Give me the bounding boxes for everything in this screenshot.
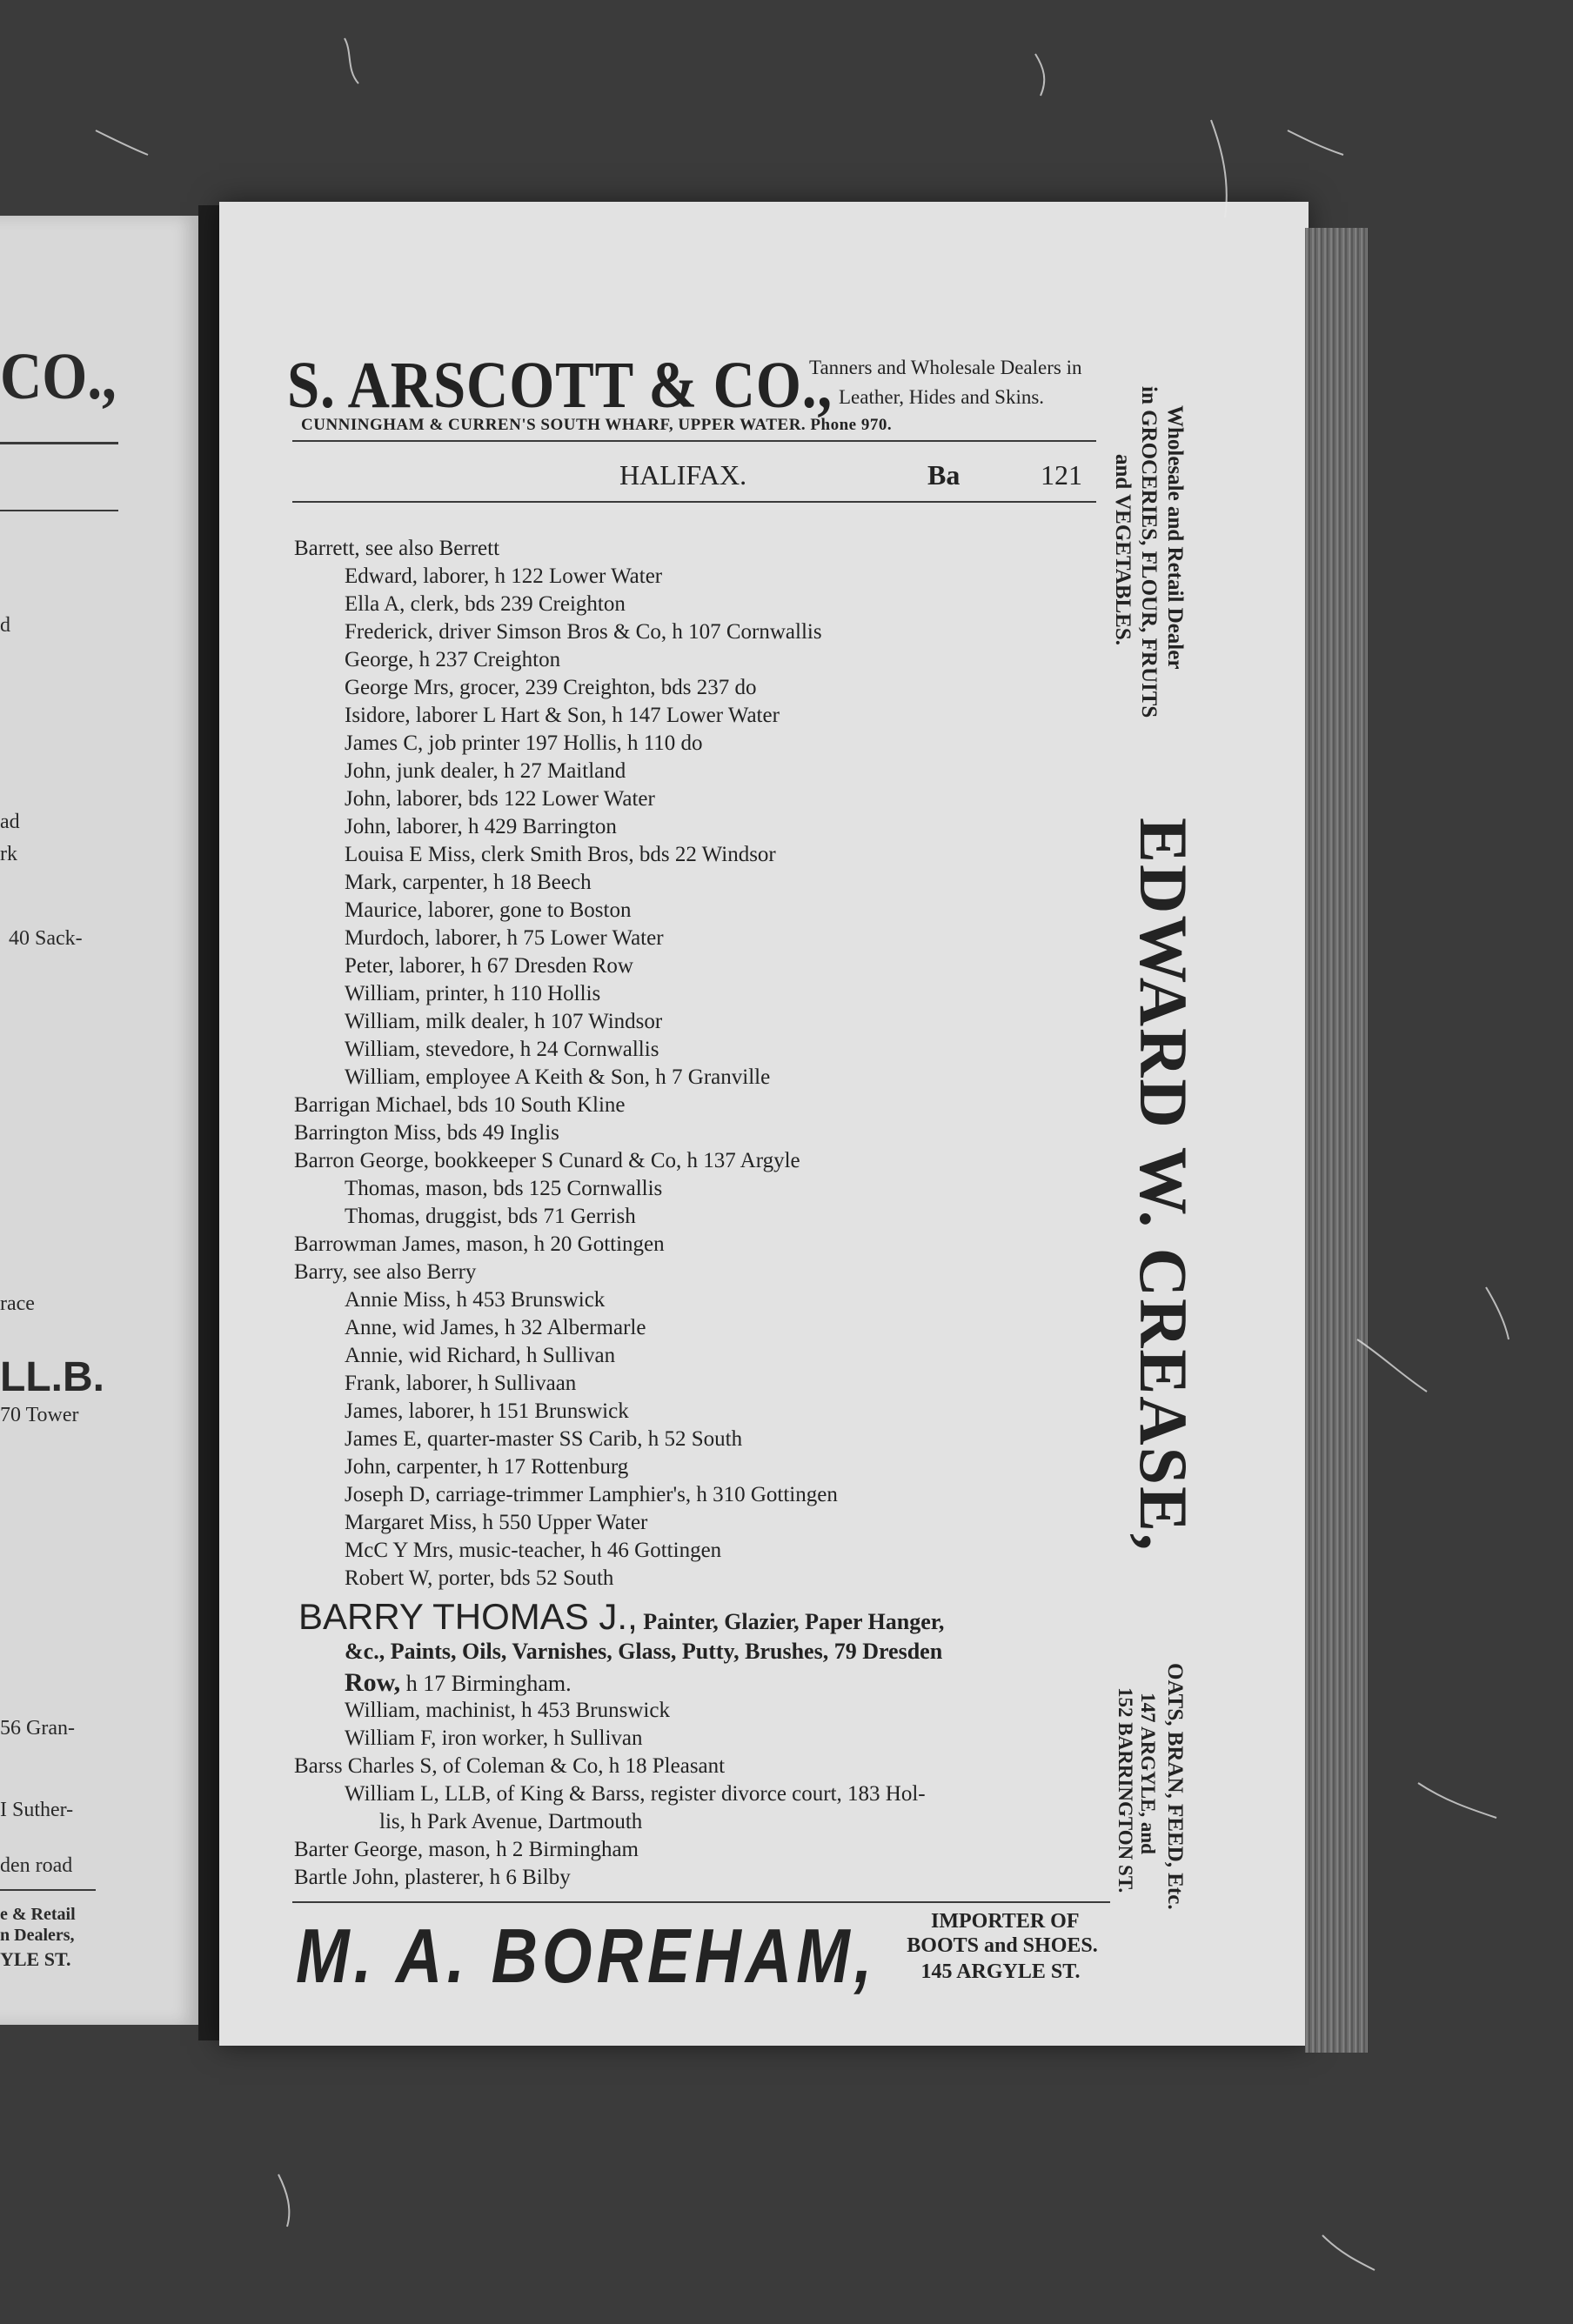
left-fragment: YLE ST. — [0, 1948, 71, 1970]
scratch-mark — [345, 38, 358, 83]
side-ad-desc: and VEGETABLES. — [1111, 454, 1135, 646]
directory-entry: lis, h Park Avenue, Dartmouth — [379, 1810, 643, 1833]
left-fragment: ad — [0, 811, 20, 833]
directory-entry: Barron George, bookkeeper S Cunard & Co, h 137 Argyle — [294, 1149, 800, 1172]
directory-entry: Barter George, mason, h 2 Birmingham — [294, 1838, 639, 1861]
directory-entry: Maurice, laborer, gone to Boston — [345, 898, 632, 922]
side-ad-name: EDWARD W. CREASE, — [1126, 818, 1202, 1553]
directory-entry: Anne, wid James, h 32 Albermarle — [345, 1316, 646, 1339]
directory-entry: Margaret Miss, h 550 Upper Water — [345, 1511, 648, 1534]
directory-entry: Mark, carpenter, h 18 Beech — [345, 871, 592, 894]
left-fragment: 56 Gran- — [0, 1717, 75, 1740]
directory-entry: John, laborer, bds 122 Lower Water — [345, 787, 655, 811]
directory-entry: Annie, wid Richard, h Sullivan — [345, 1344, 616, 1367]
footer-ad-desc: BOOTS and SHOES. — [907, 1934, 1098, 1957]
directory-entry: Bartle John, plasterer, h 6 Bilby — [294, 1866, 571, 1889]
scratch-mark — [1486, 1287, 1509, 1339]
directory-entry: Barrigan Michael, bds 10 South Kline — [294, 1093, 626, 1117]
left-fragment: LL.B. — [0, 1354, 104, 1400]
scratch-mark — [1322, 2235, 1375, 2270]
directory-entry: Barrington Miss, bds 49 Inglis — [294, 1121, 559, 1145]
directory-entry: Frank, laborer, h Sullivaan — [345, 1372, 577, 1395]
barry-ad-name: BARRY THOMAS J., — [298, 1596, 638, 1637]
scratch-mark — [1035, 54, 1044, 96]
directory-entry: James C, job printer 197 Hollis, h 110 do — [345, 731, 703, 755]
side-ad-desc: Wholesale and Retail Dealer — [1163, 405, 1187, 670]
left-fragment: den road — [0, 1854, 73, 1877]
directory-entry: William, stevedore, h 24 Cornwallis — [345, 1038, 659, 1061]
scratch-mark — [1288, 130, 1343, 155]
directory-entry: Peter, laborer, h 67 Dresden Row — [345, 954, 633, 978]
directory-entry: McC Y Mrs, music-teacher, h 46 Gottingen — [345, 1539, 722, 1562]
left-fragment: d — [0, 614, 10, 637]
side-ad-address: 152 BARRINGTON ST. — [1114, 1687, 1136, 1893]
scratch-mark — [278, 2174, 289, 2227]
directory-entry: William F, iron worker, h Sullivan — [345, 1726, 643, 1750]
directory-entry: William, printer, h 110 Hollis — [345, 982, 601, 1005]
footer-ad-name: M. A. BOREHAM, — [296, 1913, 877, 1999]
header-ad-name: S. ARSCOTT & CO., — [287, 349, 833, 422]
running-head-section: Ba — [927, 459, 961, 491]
directory-entry: Louisa E Miss, clerk Smith Bros, bds 22 Windsor — [345, 843, 776, 866]
left-fragment: 70 Tower — [0, 1404, 79, 1426]
left-fragment: 40 Sack- — [9, 927, 83, 950]
directory-entry: William, employee A Keith & Son, h 7 Granville — [345, 1065, 771, 1089]
barry-ad-trade: Painter, Glazier, Paper Hanger, — [643, 1609, 945, 1634]
directory-entry: George Mrs, grocer, 239 Creighton, bds 237 do — [345, 676, 757, 699]
footer-ad-address: 145 ARGYLE ST. — [920, 1960, 1081, 1983]
directory-entry: Thomas, druggist, bds 71 Gerrish — [345, 1205, 636, 1228]
running-head-city: HALIFAX. — [619, 459, 747, 491]
side-ad-address: 147 ARGYLE, and — [1137, 1693, 1159, 1854]
header-ad-desc: Tanners and Wholesale Dealers in — [809, 357, 1082, 378]
left-fragment: CO., — [0, 340, 117, 413]
directory-entry: Robert W, porter, bds 52 South — [345, 1566, 614, 1590]
scratch-mark — [1418, 1783, 1496, 1818]
scratch-mark — [1211, 120, 1227, 217]
directory-entry: George, h 237 Creighton — [345, 648, 561, 671]
directory-entry: John, laborer, h 429 Barrington — [345, 815, 617, 838]
side-ad-products: OATS, BRAN, FEED, Etc. — [1163, 1663, 1187, 1910]
directory-entry: Annie Miss, h 453 Brunswick — [345, 1288, 606, 1312]
directory-entry: Barry, see also Berry — [294, 1260, 477, 1284]
directory-entry: Joseph D, carriage-trimmer Lamphier's, h 310 Gottingen — [345, 1483, 838, 1506]
directory-entry: Barss Charles S, of Coleman & Co, h 18 Pleasant — [294, 1754, 726, 1778]
footer-ad-desc: IMPORTER OF — [931, 1910, 1080, 1933]
barry-ad-row: Row, — [345, 1668, 401, 1697]
left-fragment: e & Retail — [0, 1905, 76, 1924]
scratch-mark — [1357, 1339, 1427, 1392]
header-ad-address: CUNNINGHAM & CURREN'S SOUTH WHARF, UPPER WATER. Phone 970. — [301, 416, 893, 434]
side-ad-desc: in GROCERIES, FLOUR, FRUITS — [1137, 386, 1161, 718]
directory-entry: Edward, laborer, h 122 Lower Water — [345, 564, 663, 588]
directory-entry: Ella A, clerk, bds 239 Creighton — [345, 592, 626, 616]
directory-entry: James E, quarter-master SS Carib, h 52 South — [345, 1427, 743, 1451]
left-fragment: n Dealers, — [0, 1926, 75, 1945]
directory-entry: Frederick, driver Simson Bros & Co, h 107 Cornwallis — [345, 620, 822, 644]
directory-entry: Isidore, laborer L Hart & Son, h 147 Lower Water — [345, 704, 780, 727]
directory-entry: Murdoch, laborer, h 75 Lower Water — [345, 926, 664, 950]
page-number: 121 — [1041, 459, 1082, 491]
left-fragment: race — [0, 1292, 35, 1315]
barry-ad-line2: &c., Paints, Oils, Varnishes, Glass, Putty, Brushes, 79 Dresden — [345, 1639, 943, 1664]
directory-entry: Thomas, mason, bds 125 Cornwallis — [345, 1177, 663, 1200]
left-fragment: rk — [0, 843, 17, 865]
directory-entry: Barrett, see also Berrett — [294, 537, 500, 560]
barry-ad-home: h 17 Birmingham. — [405, 1671, 572, 1696]
scratch-mark — [96, 130, 148, 155]
directory-entry: Barrowman James, mason, h 20 Gottingen — [294, 1232, 665, 1256]
directory-entry: John, junk dealer, h 27 Maitland — [345, 759, 626, 783]
directory-entry: John, carpenter, h 17 Rottenburg — [345, 1455, 629, 1479]
directory-entry: William L, LLB, of King & Barss, register divorce court, 183 Hol- — [345, 1782, 926, 1806]
directory-entry: William, machinist, h 453 Brunswick — [345, 1699, 670, 1722]
directory-entry: James, laborer, h 151 Brunswick — [345, 1399, 629, 1423]
left-fragment: I Suther- — [0, 1799, 74, 1821]
header-ad-desc: Leather, Hides and Skins. — [839, 386, 1045, 408]
directory-entry: William, milk dealer, h 107 Windsor — [345, 1010, 663, 1033]
